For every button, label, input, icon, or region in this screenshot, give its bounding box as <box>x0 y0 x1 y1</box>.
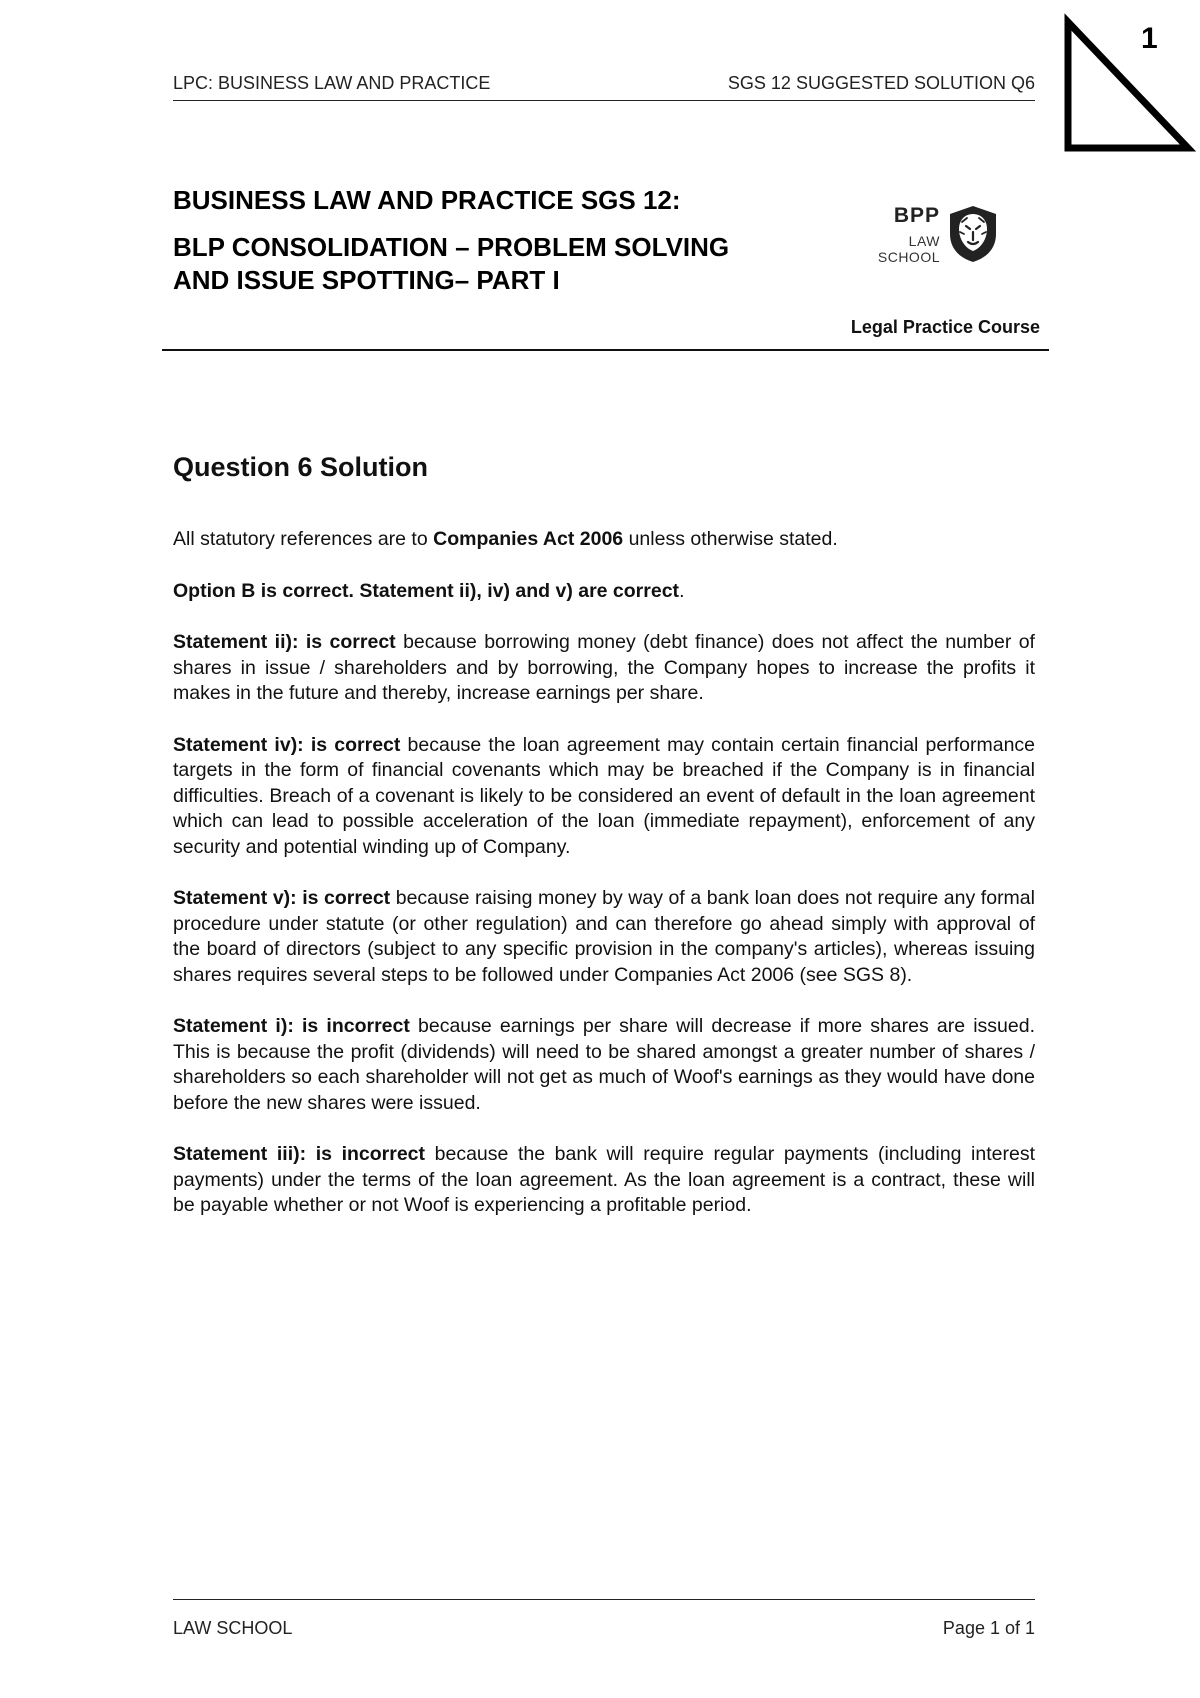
title-line-3: AND ISSUE SPOTTING– PART I <box>173 265 560 295</box>
statement-text: because the loan agreement may contain certain financial performance targets in the form of financial covenants which may be breached if the Company is in financial difficulties. Breach of a covenant is likely to be considered an event of default in the loan agreement which can lead to possible acceleration of the loan (immediate repayment), enforcement of any security and potential winding up of Company. <box>173 733 1036 858</box>
statement-paragraph <box>173 886 1035 988</box>
statement-label: Statement ii): is correct <box>173 631 396 653</box>
title-line-2: BLP CONSOLIDATION – PROBLEM SOLVING <box>173 232 730 262</box>
footer-left: LAW SCHOOL <box>173 1618 293 1638</box>
statement-paragraph <box>173 733 1035 861</box>
statement-label: Statement iv): is correct <box>173 733 401 756</box>
document-body <box>173 452 1035 1245</box>
answer-end: . <box>679 579 685 602</box>
logo-bpp-text: BPP <box>893 204 940 227</box>
lion-shield-icon <box>946 204 1000 264</box>
running-header-left: LPC: BUSINESS LAW AND PRACTICE <box>173 73 491 93</box>
running-header <box>173 70 1035 101</box>
statement-paragraph <box>173 1014 1035 1116</box>
statement-text: because the bank will require regular payments (including interest payments) under the terms of the loan agreement. As the loan agreement is a contract, these will be payable whether or not Woof is experiencing a profitable period. <box>173 1143 1035 1216</box>
question-heading: Question 6 Solution <box>173 452 428 482</box>
title-line-1: BUSINESS LAW AND PRACTICE SGS 12: <box>173 185 681 215</box>
intro-text: All statutory references are to <box>173 528 434 550</box>
logo-law-text: LAW <box>908 233 940 249</box>
statement-text: because borrowing money (debt finance) does not affect the number of shares in issue / shareholders and by borrowing, the Company hopes to increase the profits it makes in the future and thereby, increase earnings per share. <box>173 631 1035 704</box>
statement-text: because earnings per share will decrease if more shares are issued. This is because the profit (dividends) will need to be shared amongst a greater number of shares / shareholders so each shareholder will not get as much of Woof's earnings as they would have done before the new shares were issued. <box>173 1015 1036 1114</box>
logo-school-text: SCHOOL <box>877 249 940 265</box>
statement-paragraph <box>173 1142 1035 1219</box>
document-title <box>173 184 813 297</box>
footer-page-number: Page 1 of 1 <box>942 1618 1035 1638</box>
statement-label: Statement i): is incorrect <box>173 1015 410 1037</box>
corner-page-number: 1 <box>1141 22 1158 55</box>
bpp-law-school-logo <box>868 204 1003 268</box>
intro-text-end: unless otherwise stated. <box>623 528 838 550</box>
page-footer <box>173 1599 1035 1640</box>
statement-paragraph <box>173 630 1035 707</box>
intro-bold-act: Companies Act 2006 <box>433 528 624 550</box>
intro-paragraph <box>173 527 1035 553</box>
statement-label: Statement iii): is incorrect <box>173 1143 426 1165</box>
answer-bold: Option B is correct. Statement ii), iv) and v) are correct <box>173 579 680 602</box>
corner-triangle-icon <box>1048 12 1198 152</box>
running-header-right: SGS 12 SUGGESTED SOLUTION Q6 <box>727 73 1035 93</box>
statement-label: Statement v): is correct <box>173 887 391 909</box>
title-divider <box>162 349 1049 351</box>
statement-text: because raising money by way of a bank loan does not require any formal procedure under statute (or other regulation) and can therefore go ahead simply with approval of the board of directors (subject to any specific provision in the company's articles), whereas issuing shares requires several steps to be followed under Companies Act 2006 (see SGS 8). <box>173 887 1035 986</box>
course-label: Legal Practice Course <box>850 317 1040 337</box>
answer-paragraph <box>173 579 1035 605</box>
